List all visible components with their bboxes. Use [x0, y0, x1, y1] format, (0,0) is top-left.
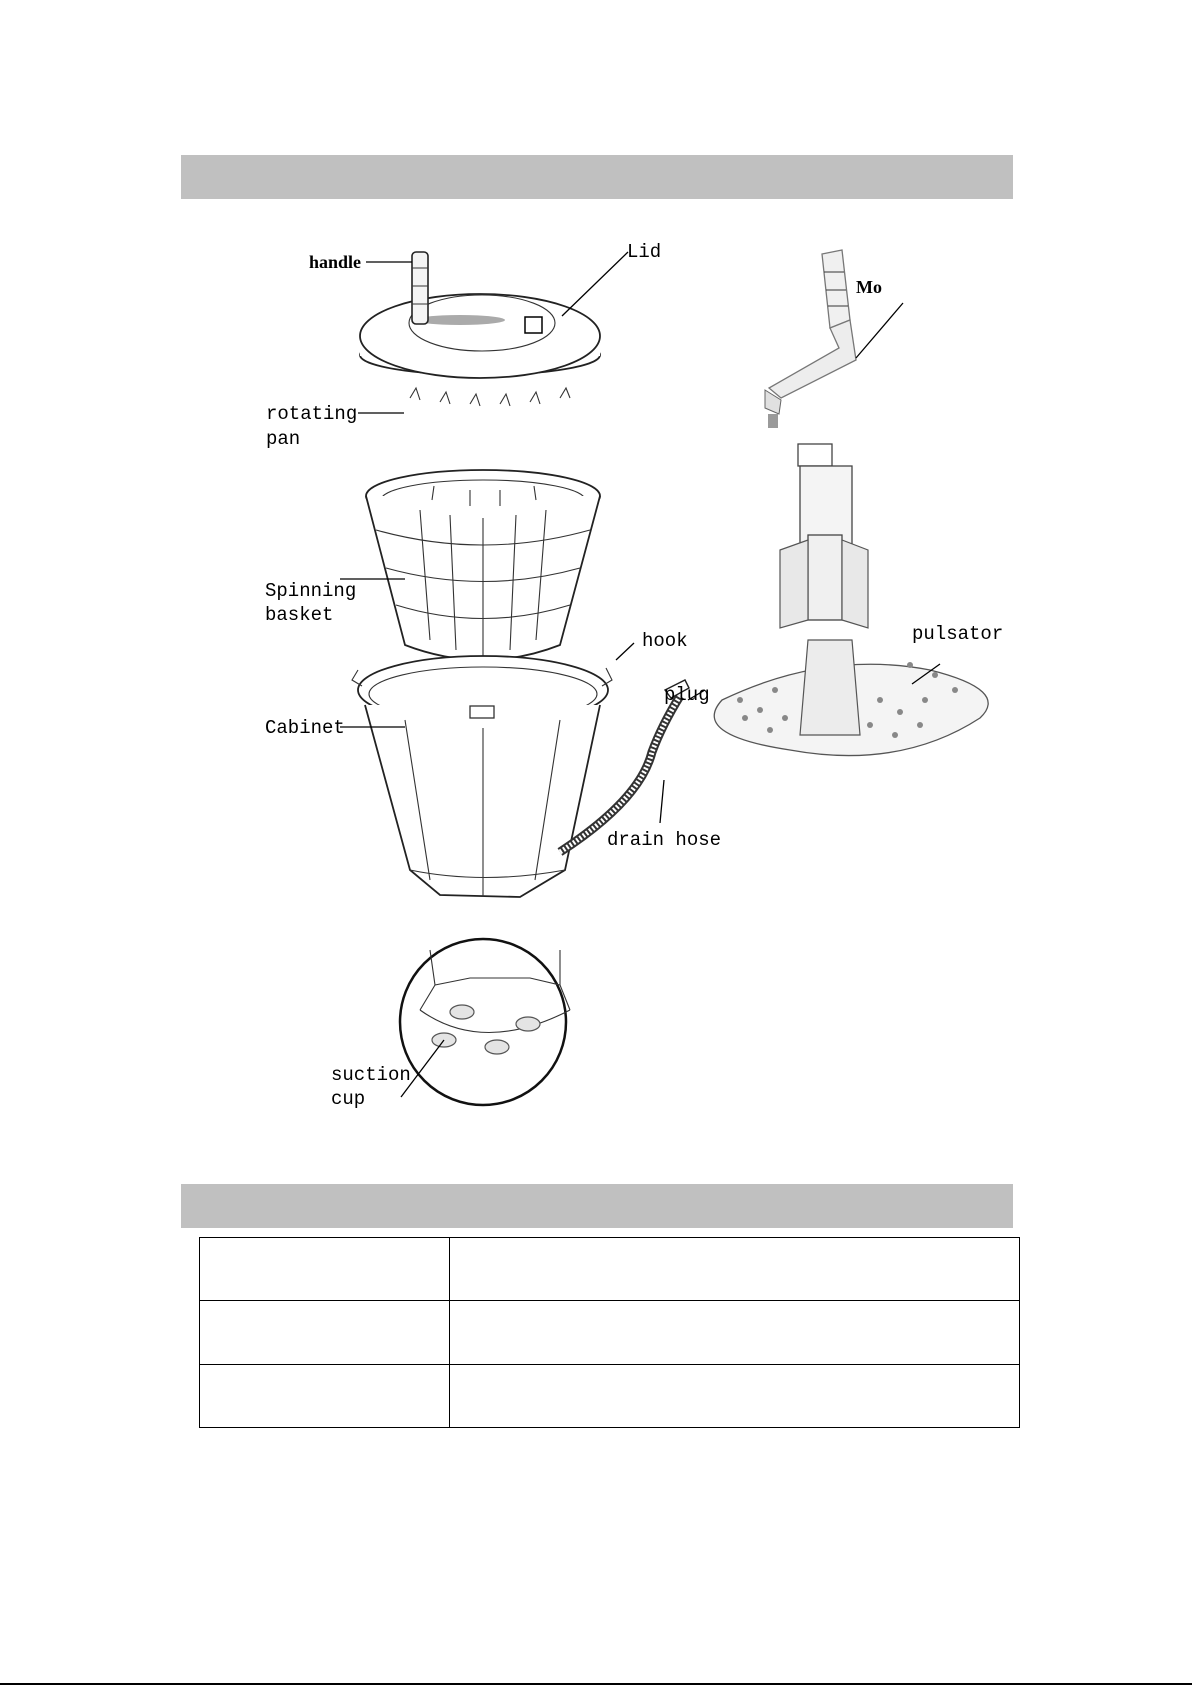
- label-pulsator: pulsator: [912, 623, 1004, 645]
- table-row: [200, 1238, 1020, 1301]
- label-suction-cup-line1: suction: [331, 1064, 411, 1086]
- table-row: [200, 1301, 1020, 1364]
- table-cell-key: [200, 1301, 450, 1364]
- cabinet-part: [352, 656, 612, 897]
- label-mo: Mo: [856, 277, 882, 297]
- label-lid: Lid: [627, 241, 662, 263]
- label-plug: plug: [664, 684, 710, 706]
- table-cell-value: [450, 1364, 1020, 1427]
- specifications-table: [199, 1237, 1020, 1428]
- handle-part: [412, 252, 428, 324]
- label-suction-cup-line2: cup: [331, 1088, 366, 1110]
- label-cabinet: Cabinet: [265, 717, 345, 739]
- section-header-bar-bottom: [181, 1184, 1013, 1228]
- label-hook: hook: [642, 630, 688, 652]
- table-cell-key: [200, 1238, 450, 1301]
- crank-handle-part: [765, 250, 856, 428]
- label-spinning-basket-line2: basket: [265, 604, 334, 626]
- label-spinning-basket-line1: Spinning: [265, 580, 357, 602]
- label-rotating-pan-line1: rotating: [266, 403, 358, 425]
- table-row: [200, 1364, 1020, 1427]
- table-cell-key: [200, 1364, 450, 1427]
- suction-cup-detail: [400, 939, 570, 1105]
- label-handle: handle: [309, 252, 362, 272]
- table-cell-value: [450, 1238, 1020, 1301]
- label-drain-hose: drain hose: [607, 829, 722, 851]
- pulsator-part: [714, 444, 988, 756]
- lid-part: [360, 294, 600, 406]
- spinning-basket-part: [366, 470, 600, 660]
- label-rotating-pan-line2: pan: [266, 428, 301, 450]
- table-cell-value: [450, 1301, 1020, 1364]
